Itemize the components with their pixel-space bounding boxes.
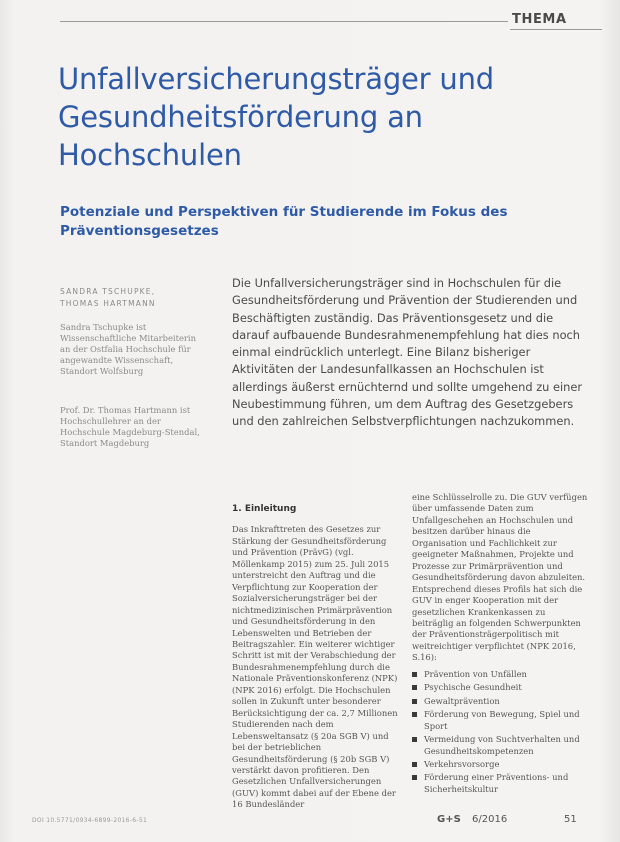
list-item [412,759,588,770]
author-names [60,286,210,310]
list-item [412,772,588,795]
author-name: SANDRA TSCHUPKE, [60,287,156,296]
bullet-square-icon [412,672,417,677]
header-rule [60,21,508,22]
list-item [412,682,588,693]
author-bio: Prof. Dr. Thomas Hartmann ist Hochschullehrer an der Hochschule Magdeburg-Stendal, Standort Magdeburg [60,405,200,448]
footer-doi: DOI 10.5771/0934-6899-2016-6-51 [32,817,148,824]
section-rule [510,29,602,30]
page-number: 51 [564,814,577,825]
bullet-square-icon [412,775,417,780]
list-item-text: Förderung einer Präventions- und Sicherheitskultur [424,772,569,794]
body-paragraph: Das Inkrafttreten des Gesetzes zur Stärkung der Gesundheitsförderung und Prävention (PrävG) (vgl. Möllenkamp 2015) zum 25. Juli 2015 unterstreicht den Auftrag und die Verpflichtung zur Kooperation der Sozialversicherungsträger bei der nichtmedizinischen Primärprävention und Gesundheitsförderung in den Lebenswelten und Betrieben der Beitragszahler. Ein weiterer wichtiger Schritt ist mit der Verabschiedung der Bundesrahmenempfehlung durch die Nationale Präventionskonferenz (NPK) (NPK 2016) erfolgt. Die Hochschulen sollen in Zukunft unter besonderer Berücksichtigung der ca. 2,7 Millionen Studierenden nach dem Lebensweltansatz (§ 20a SGB V) und bei der betrieblichen Gesundheitsförderung (§ 20b SGB V) verstärkt davon profitieren. Den Gesetzlichen Unfallversicherungen (GUV) kommt dabei auf der Ebene der 16 Bundesländer [232,524,398,810]
list-item [412,709,588,732]
body-column-left [232,504,404,811]
bullet-square-icon [412,699,417,704]
bullet-square-icon [412,737,417,742]
lead-paragraph: Die Unfallversicherungsträger sind in Hochschulen für die Gesundheitsförderung und Prävention der Studierenden und Beschäftigten zuständig. Das Präventionsgesetz und die darauf aufbauende Bundesrahmenempfehlung hat dies noch einmal eindrücklich unterlegt. Eine Bilanz bisheriger Aktivitäten der Landesunfallkassen an Hochschulen ist allerdings äußerst ernüchternd und sollte umgehend zu einer Neubestimmung führen, um dem Auftrag des Gesetzgebers und den zahlreichen Selbstverpflichtungen nachzukommen. [232,276,583,429]
list-item-text: Gewaltprävention [424,695,500,706]
list-item-text: Förderung von Bewegung, Spiel und Sport [424,709,580,731]
article-title: Unfallversicherungsträger und Gesundheitsförderung an Hochschulen [58,62,494,172]
list-item [412,734,588,757]
list-item [412,696,588,707]
footer-journal-name: G+S [437,814,461,825]
bullet-square-icon [412,712,417,717]
author-name: THOMAS HARTMANN [60,299,156,308]
list-item-text: Vermeidung von Suchtverhalten und Gesundheitskompetenzen [424,734,580,756]
bullet-list [412,669,588,796]
list-item [412,669,588,680]
bullet-square-icon [412,762,417,767]
bullet-square-icon [412,685,417,690]
list-item-text: Verkehrsvorsorge [424,758,500,769]
section-label: THEMA [512,12,567,27]
body-column-right [412,492,588,797]
list-item-text: Prävention von Unfällen [424,668,527,679]
author-bio: Sandra Tschupke ist Wissenschaftliche Mitarbeiterin an der Ostfalia Hochschule für angewandte Wissenschaft, Standort Wolfsburg [60,322,196,376]
article-subtitle: Potenziale und Perspektiven für Studierende im Fokus des Präventionsgesetzes [60,204,508,239]
footer-issue: 6/2016 [472,814,508,825]
section-heading: 1. Einleitung [232,504,297,514]
body-paragraph: eine Schlüsselrolle zu. Die GUV verfügen über umfassende Daten zum Unfallgeschehen an Hochschulen und besitzen darüber hinaus die Organisation und Fachlichkeit zur geeigneter Maßnahmen, Projekte und Prozesse zur Primärprävention und Gesundheitsförderung davon abzuleiten. Entsprechend dieses Profils hat sich die GUV in enger Kooperation mit der gesetzlichen Krankenkassen zu beiträglig an folgenden Schwerpunkten der Präventionsträgerpolitisch mit weitreichtiger verpflichtet (NPK 2016, S.16): [412,492,588,663]
list-item-text: Psychische Gesundheit [424,682,522,693]
